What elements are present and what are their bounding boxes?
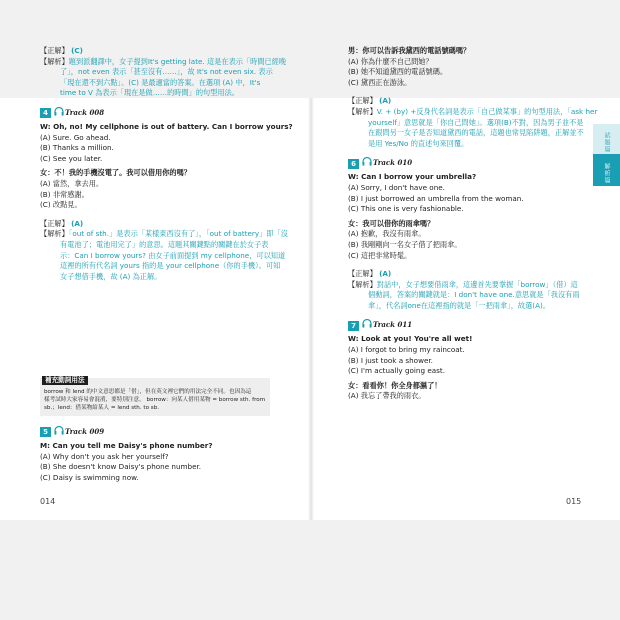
headphones-icon bbox=[54, 426, 64, 439]
right-page-column bbox=[348, 46, 598, 402]
track-008-explain-line: 這裡的所有代名詞 yours 指的是 your cellphone（你的手機）。可知 bbox=[60, 261, 281, 271]
option-translation: (C) 這把非常時髦。 bbox=[348, 250, 412, 260]
tab-answers-section[interactable]: 解析篇 bbox=[593, 154, 620, 186]
question-number-badge: 6 bbox=[348, 159, 359, 169]
question-number-badge: 7 bbox=[348, 321, 359, 331]
left-page-number: 014 bbox=[40, 497, 56, 506]
q3-explain-line: time to V 為表示「現在是做……的時間」的句型用法。 bbox=[60, 88, 239, 98]
right-page-number: 015 bbox=[566, 497, 582, 506]
track-010-explain-line: 傘」，代名詞one在這裡指的就是「一把雨傘」，故選(A)。 bbox=[368, 300, 551, 310]
track-010-answer: 【正解】 (A) bbox=[348, 269, 392, 279]
track-011-header bbox=[348, 319, 588, 330]
grammar-note-line: sb.；lend：借某物給某人 = lend sth. to sb. bbox=[44, 405, 160, 411]
q3-explain-line: 「現在還不到六點」。(C) 是最適當的答案。在選項 (A) 中，It's bbox=[60, 77, 261, 87]
option: (A) I forgot to bring my raincoat. bbox=[348, 345, 465, 355]
track-009-translation: 男：你可以告訴我黛西的電話號碼嗎？ bbox=[348, 46, 471, 55]
headphones-icon bbox=[362, 157, 372, 170]
question-number-badge: 5 bbox=[40, 427, 51, 437]
grammar-note-box bbox=[40, 378, 270, 416]
grammar-note-line: 樣考試時大家容易會混淆，要特別注意。 borrow：向某人借用某物 = borrow sth. from bbox=[44, 397, 266, 403]
track-008-answer: 【正解】 (A) bbox=[40, 218, 84, 228]
track-009-block bbox=[40, 426, 280, 483]
headphones-icon bbox=[54, 107, 64, 120]
option-translation: (A) 當然，拿去用。 bbox=[40, 178, 104, 188]
option: (A) Why don't you ask her yourself? bbox=[40, 451, 169, 461]
track-008-explain-line: 示：Can I borrow yours? 由女子前面提到 my cellphone，可以知道 bbox=[60, 250, 286, 260]
track-009-explain-line: 在跟問另一女子是否知道黛西的電話，這題也常見陷阱題，正解並不 bbox=[368, 128, 584, 138]
track-011-question: W: Look at you! You're all wet! bbox=[348, 334, 473, 344]
track-011-translation: 女：看看你！你全身都濕了！ bbox=[348, 380, 442, 390]
track-009-explain-line: yourself」意思就是「你自己問她」。選項(B)不對，因為男子並不是 bbox=[368, 117, 584, 127]
track-010-header bbox=[348, 157, 588, 168]
track-009-answer: 【正解】 (A) bbox=[348, 96, 392, 106]
track-009-header bbox=[40, 426, 280, 437]
track-010-explain-line: 個動詞，答案的關鍵就是：I don't have one.意思就是「我沒有雨 bbox=[368, 290, 580, 300]
track-label: Track 008 bbox=[65, 107, 105, 117]
option-translation: (B) 她不知道黛西的電話號碼。 bbox=[348, 67, 448, 77]
track-label: Track 011 bbox=[373, 320, 413, 330]
option-translation: (B) 我剛剛向一名女子借了把雨傘。 bbox=[348, 239, 462, 249]
track-009-question: M: Can you tell me Daisy's phone number? bbox=[40, 441, 213, 450]
track-008-explain-line: 有電池了；電池用完了」的意思。這題其關鍵點的關鍵在於女子表 bbox=[60, 239, 269, 249]
option-translation: (A) 你為什麼不自己問她？ bbox=[348, 56, 433, 66]
q3-explain-line: 【解析】題到派翻譯中，女子提到It's getting late. 這是在表示「時間已經晚 bbox=[40, 56, 287, 66]
question-number-badge: 4 bbox=[40, 108, 51, 118]
track-label: Track 009 bbox=[65, 427, 105, 436]
tab-questions-section[interactable]: 試題篇 bbox=[593, 124, 620, 154]
track-010-question: W: Can I borrow your umbrella? bbox=[348, 172, 477, 182]
option: (B) She doesn't know Daisy's phone number. bbox=[40, 462, 202, 472]
track-009-explain-line: 是用 Yes/No 的直述句來回覆。 bbox=[368, 138, 469, 148]
track-008-header bbox=[40, 107, 280, 118]
left-page-column bbox=[40, 46, 293, 282]
option: (A) Sure. Go ahead. bbox=[40, 132, 111, 142]
option-translation: (B) 非常感謝。 bbox=[40, 189, 89, 199]
option: (B) I just borrowed an umbrella from the woman. bbox=[348, 193, 524, 203]
grammar-note-title: 補充動詞用法 bbox=[42, 376, 88, 385]
option-translation: (A) 抱歉，我沒有雨傘。 bbox=[348, 229, 426, 239]
track-010-translation: 女：我可以借你的雨傘嗎？ bbox=[348, 218, 435, 228]
track-008-question: W: Oh, no! My cellphone is out of battery. Can I borrow yours? bbox=[40, 121, 293, 131]
option-translation: (A) 我忘了帶我的雨衣。 bbox=[348, 391, 426, 401]
option: (B) Thanks a million. bbox=[40, 143, 114, 153]
book-spine bbox=[308, 98, 314, 520]
track-label: Track 010 bbox=[373, 158, 413, 168]
option: (C) See you later. bbox=[40, 153, 103, 163]
track-008-translation: 女：不！我的手機沒電了。我可以借用你的嗎？ bbox=[40, 168, 191, 178]
grammar-note-line: borrow 和 lend 的中文意思都是「借」，但在英文裡它們的用法完全不同。也因為這 bbox=[44, 389, 252, 395]
track-010-explain-line: 【解析】對話中，女子想要借雨傘，這邊首先要掌握「borrow」（借）這 bbox=[348, 279, 578, 289]
option-translation: (C) 黛西正在游泳。 bbox=[348, 77, 412, 87]
track-008-explain-line: 【解析】「out of sth.」是表示「某樣東西沒有了」，「out of battery」即「沒 bbox=[40, 229, 288, 239]
q3-explain-line: 了」，not even 表示「甚至沒有……」，故 It's not even six. 表示 bbox=[60, 67, 273, 77]
option-translation: (C) 改點見。 bbox=[40, 200, 82, 210]
option: (C) Daisy is swimming now. bbox=[40, 472, 139, 482]
headphones-icon bbox=[362, 319, 372, 332]
q3-answer: 【正解】 (C) bbox=[40, 46, 83, 55]
option: (C) I'm actually going east. bbox=[348, 366, 445, 376]
option: (A) Sorry, I don't have one. bbox=[348, 182, 445, 192]
track-008-explain-line: 女子想借手機，故 (A) 為正解。 bbox=[60, 271, 162, 281]
option: (B) I just took a shower. bbox=[348, 355, 433, 365]
option: (C) This one is very fashionable. bbox=[348, 204, 464, 214]
track-009-explain-line: 【解析】V. + (by) +反身代名詞是表示「自己做某事」的句型用法，「ask her bbox=[348, 106, 598, 116]
